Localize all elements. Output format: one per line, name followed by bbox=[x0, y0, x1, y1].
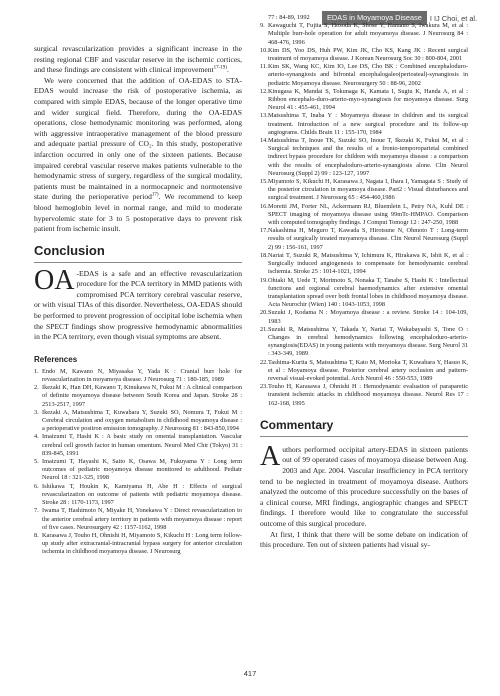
reference-item: 9. Kawaguchi T, Fujita S, Hosoda K, Shose Y, Hamano S, Iwakura M, et al : Multiple burr-hole operation for adult moyamoya disease. J Neurosurg 84 : 468-476, 1996 bbox=[260, 22, 468, 46]
reference-item: 19.Ohtaki M, Uede T, Morimoto S, Nonaka T, Tanabe S, Hashi K : Intellectual functions and regional cerebral haemodynamics after extensive omental transplantation spread over both frontal lobes in childhood moyamoya disease. Acta Neurochir (Wien) 140 : 1043-1053, 1998 bbox=[260, 276, 468, 309]
references-heading: References bbox=[34, 354, 78, 364]
citation: 17) bbox=[151, 192, 159, 198]
reference-item: 6. Ishikawa T, Houkin K, Kamiyama H, Abe H : Effects of surgical revascularization on outcome of patients with pediatric moyamoya disease. Stroke 28 : 1170-1173, 1997 bbox=[34, 482, 242, 507]
running-title: EDAS in Moyamoya Disease bbox=[322, 11, 427, 25]
reference-item: 5. Imaizumi T, Hayashi K, Saito K, Osawa M, Fukuyama Y : Long term outcomes of pediatric moyamoya disease monitored to adulthood. Pediatr Neurol 18 : 321-325, 1998 bbox=[34, 458, 242, 482]
reference-item: 10.Kim DS, Yoo DS, Huh PW, Kim JK, Cho KS, Kang JK : Recent surgical treatment of moyamoya disease. J Korean Neurosurg Soc 30 : 800-804, 2001 bbox=[260, 46, 468, 63]
reference-item: 4. Imaizumi T, Hashi K : A basic study on omental transplantation. Vascular cerebral cell growth factor in human omentum. Neurol Med Chir (Tokyo) 31 : 839-845, 1991 bbox=[34, 433, 242, 457]
reference-item: 23.Touho H, Karasawa J, Ohnishi H : Hemodynamic evaluation of paraparetic transient ischemic attacks in childhood moyamoya disease. Neurol Res 17 : 162-168, 1995 bbox=[260, 383, 468, 407]
commentary-paragraph-1: Authors performed occipital artery-EDAS in sixteen patients out of 99 operated cases of moyamoya disease between Aug. 2003 and Apr. 2004. Vascular insufficiency in PCA territory tend to be neglected in treatment of moyamoya disease. Authors analyzed the outcome of this procedure successfully on the bases of a clinical course, MRI findings, angiographic changes and SPECT findings. I therefore would like to congratulate the successful outcome of this surgical procedure. bbox=[260, 440, 468, 528]
reference-item: 20.Suzuki J, Kodama N : Moyamoya disease : a review. Stroke 14 : 104-109, 1983 bbox=[260, 309, 468, 325]
conclusion-paragraph: OA -EDAS is a safe and an effective revascularization procedure for the PCA territory in MMD patients with compromised PCA territory cerebral vascular reserve, or with visual TIAs of this disorder. Nevertheless, OA-EDAS should be performed to prevent progression of occipital lobe ischemia when the SPECT findings show progressive hemodynamic abnormalities in the PCA territory, even though visual symptoms are absent. bbox=[34, 264, 242, 342]
commentary-paragraph-2: At first, I think that there will be some debate on indication of this procedure. Ten out of sixteen patients had visual sy- bbox=[260, 529, 468, 550]
reference-item: 21.Suzuki R, Matsushima Y, Takada Y, Nariai T, Wakabayashi S, Tone O : Changes in cerebral hemodynamics following encephaloduro-arterio-synangiosis(EDAS) in young patients with moyamoya disease. Surg Neurol 31 : 343-349, 1989 bbox=[260, 325, 468, 358]
reference-item: 13.Matsushima T, Inaba Y : Moyamoya disease in children and its surgical treatment. Introduction of a new surgical procedure and its follow-up angiograms. Childs Brain 11 : 155-170, 1984 bbox=[260, 112, 468, 136]
reference-item: 1. Endo M, Kawano N, Miyasaka Y, Yada K : Cranial burr hole for revascularization in moyamoya disease. J Neurosurg 71 : 180-185, 1989 bbox=[34, 367, 242, 384]
reference-item: 8. Karasawa J, Touho H, Ohnishi H, Miyamoto S, Kikuchi H : Long term follow-up study after extracranial-intracranial bypass surgery for anterior circulation ischemia in childhood moyamoya disease. J Neurosurg bbox=[34, 531, 242, 556]
discussion-paragraph-1: surgical revascularization provides a significant increase in the resting regional CBF and vascular reserve in the ischemic cortices, and these findings are consistent with clinical improvement$^{17-19)}$. bbox=[34, 44, 242, 75]
right-column bbox=[260, 14, 468, 551]
reference-item: 7. Iwama T, Hashimoto N, Miyake H, Yonekawa Y : Direct revascularization to the anterior cerebral artery territory in patients with moyamoya disease : report of five cases. Neurosurgery 42 : 1157-1162, 1998 bbox=[34, 507, 242, 531]
page-number: 417 bbox=[243, 669, 257, 678]
conclusion-heading: Conclusion bbox=[34, 243, 242, 263]
reference-item: 11.Kim SK, Wang KC, Kim IO, Lee DS, Cho BK : Combined encephaloduro-arterio-synangiosis and bifrontal encephalogaleo(periosteal)-synangiosis in pediatric Moyamoya disease. Neurosurgery 50 : 88-96, 2002 bbox=[260, 63, 468, 87]
discussion-paragraph-2: We were concerned that the addition of OA-EDAS to STA-EDAS would increase the risk of postoperative ischemia, as compared with simple EDAS, because of the longer operative time and wider surgical field. Therefore, during the OA-EDAS operations, close hemodynamic monitoring was performed, along with aggressive intraoperative management of the blood pressure and adequate partial pressure of CO₂. In this study, postoperative infarction occurred in only one of the sixteen patients. Because impaired cerebral vascular reserve makes patients vulnerable to the hemodynamic stress of surgery, regardless of the surgical modality, patients must be maintained in a normocapneic and normotensive state during the perioperative period$^{17)}$. We recommend to keep blood hemoglobin level in normal range, and mild to moderate hypervolemic state for 3 to 5 postoperative days to prevent risk patient from ischemic insult. bbox=[34, 75, 242, 234]
reference-item: 16.Moretti JM, Forter NL, Ackermann RJ, Bluemlein L, Petry NA, Kuhl DE : SPECT imaging of moyamoya disease using 99mTc-HMPAO. Comparison with computed tomography findings. J Comput Tomogr 12 : 247-250, 1988 bbox=[260, 202, 468, 227]
left-column bbox=[34, 44, 242, 557]
reference-item: 17.Nakashima H, Meguro T, Kawada S, Hirotsune N, Ohmoto T : Long-term results of surgically treated moyamoya disease. Clin Neurol Neurosurg (Suppl 2) 99 : 156-161, 1997 bbox=[260, 227, 468, 251]
running-authors: I IJ Choi, et al. bbox=[429, 13, 478, 23]
reference-item: 15.Miyamoto S, Kikuchi H, Karasawa J, Nagata I, Ihara I, Yamagata S : Study of the posterior circulation in moyamoya disease. Part2 : Visual disturbances and surgical treatment. J Neurosurg 65 : 454-460,1986 bbox=[260, 178, 468, 202]
reference-list-right bbox=[260, 22, 468, 408]
citation: 17-19) bbox=[213, 65, 227, 71]
commentary-heading: Commentary bbox=[260, 418, 468, 437]
reference-item: 14.Matsushima T, Inoue TK, Suzuki SO, Inoue T, Ikezaki K, Fukui M, et al : Surgical techniques and the results of a fronto-temporoparietal combined indirect bypass procedure for children with moyamoya disease : a comparison with the results of encephaloduro-arterio-synangiosis alone. Clin Neurol Neurosurg (Suppl 2) 99 : 123-127, 1997 bbox=[260, 137, 468, 177]
reference-item: 12.Kinugasa K, Mandai S, Tokunaga K, Kamata I, Sugiu K, Handa A, et al : Ribbon encephalo-duro-arterio-myo-synangiosis for moyamoya disease. Surg Neurol 41 : 455-461, 1994 bbox=[260, 87, 468, 112]
reference-list-left bbox=[34, 368, 242, 557]
reference-item: 18.Nariai T, Suzuki R, Matsushima Y, Ichimura K, Hirakawa K, Ishii K, et al : Surgically induced angiogenesis to compensate for hemodynamic cerebral ischemia. Stroke 25 : 1014-1021, 1994 bbox=[260, 251, 468, 276]
drop-cap: OA bbox=[34, 264, 75, 296]
reference-item: 3. Ikezaki A, Matsushima T, Kuwabara Y, Suzuki SO, Nomura T, Fukui M : Cerebral circulation and oxygen metabolism in childhood moyamoya disease : a perioperative positron emission tomography. J Neurosurg 81 : 843-850,1994 bbox=[34, 408, 242, 433]
reference-continuation: 77 : 84-89, 1992 bbox=[268, 14, 310, 21]
reference-item: 2. Ikezaki K, Han DH, Kawano T, Kinukawa N, Fukui M : A clinical comparison of definite moyamoya disease between South Korea and Japan. Stroke 28 : 2513-2517, 1997 bbox=[34, 384, 242, 408]
reference-item: 22.Tashima-Kurita S, Matsushima T, Kato M, Morioka T, Kuwabara Y, Hasuo K, et al : Moyamoya disease. Posterior cerebral artery occlusion and pattern-reversal visual-evoked potential. Arch Neurol 46 : 550-553, 1989 bbox=[260, 358, 468, 382]
drop-cap: A bbox=[260, 440, 281, 472]
